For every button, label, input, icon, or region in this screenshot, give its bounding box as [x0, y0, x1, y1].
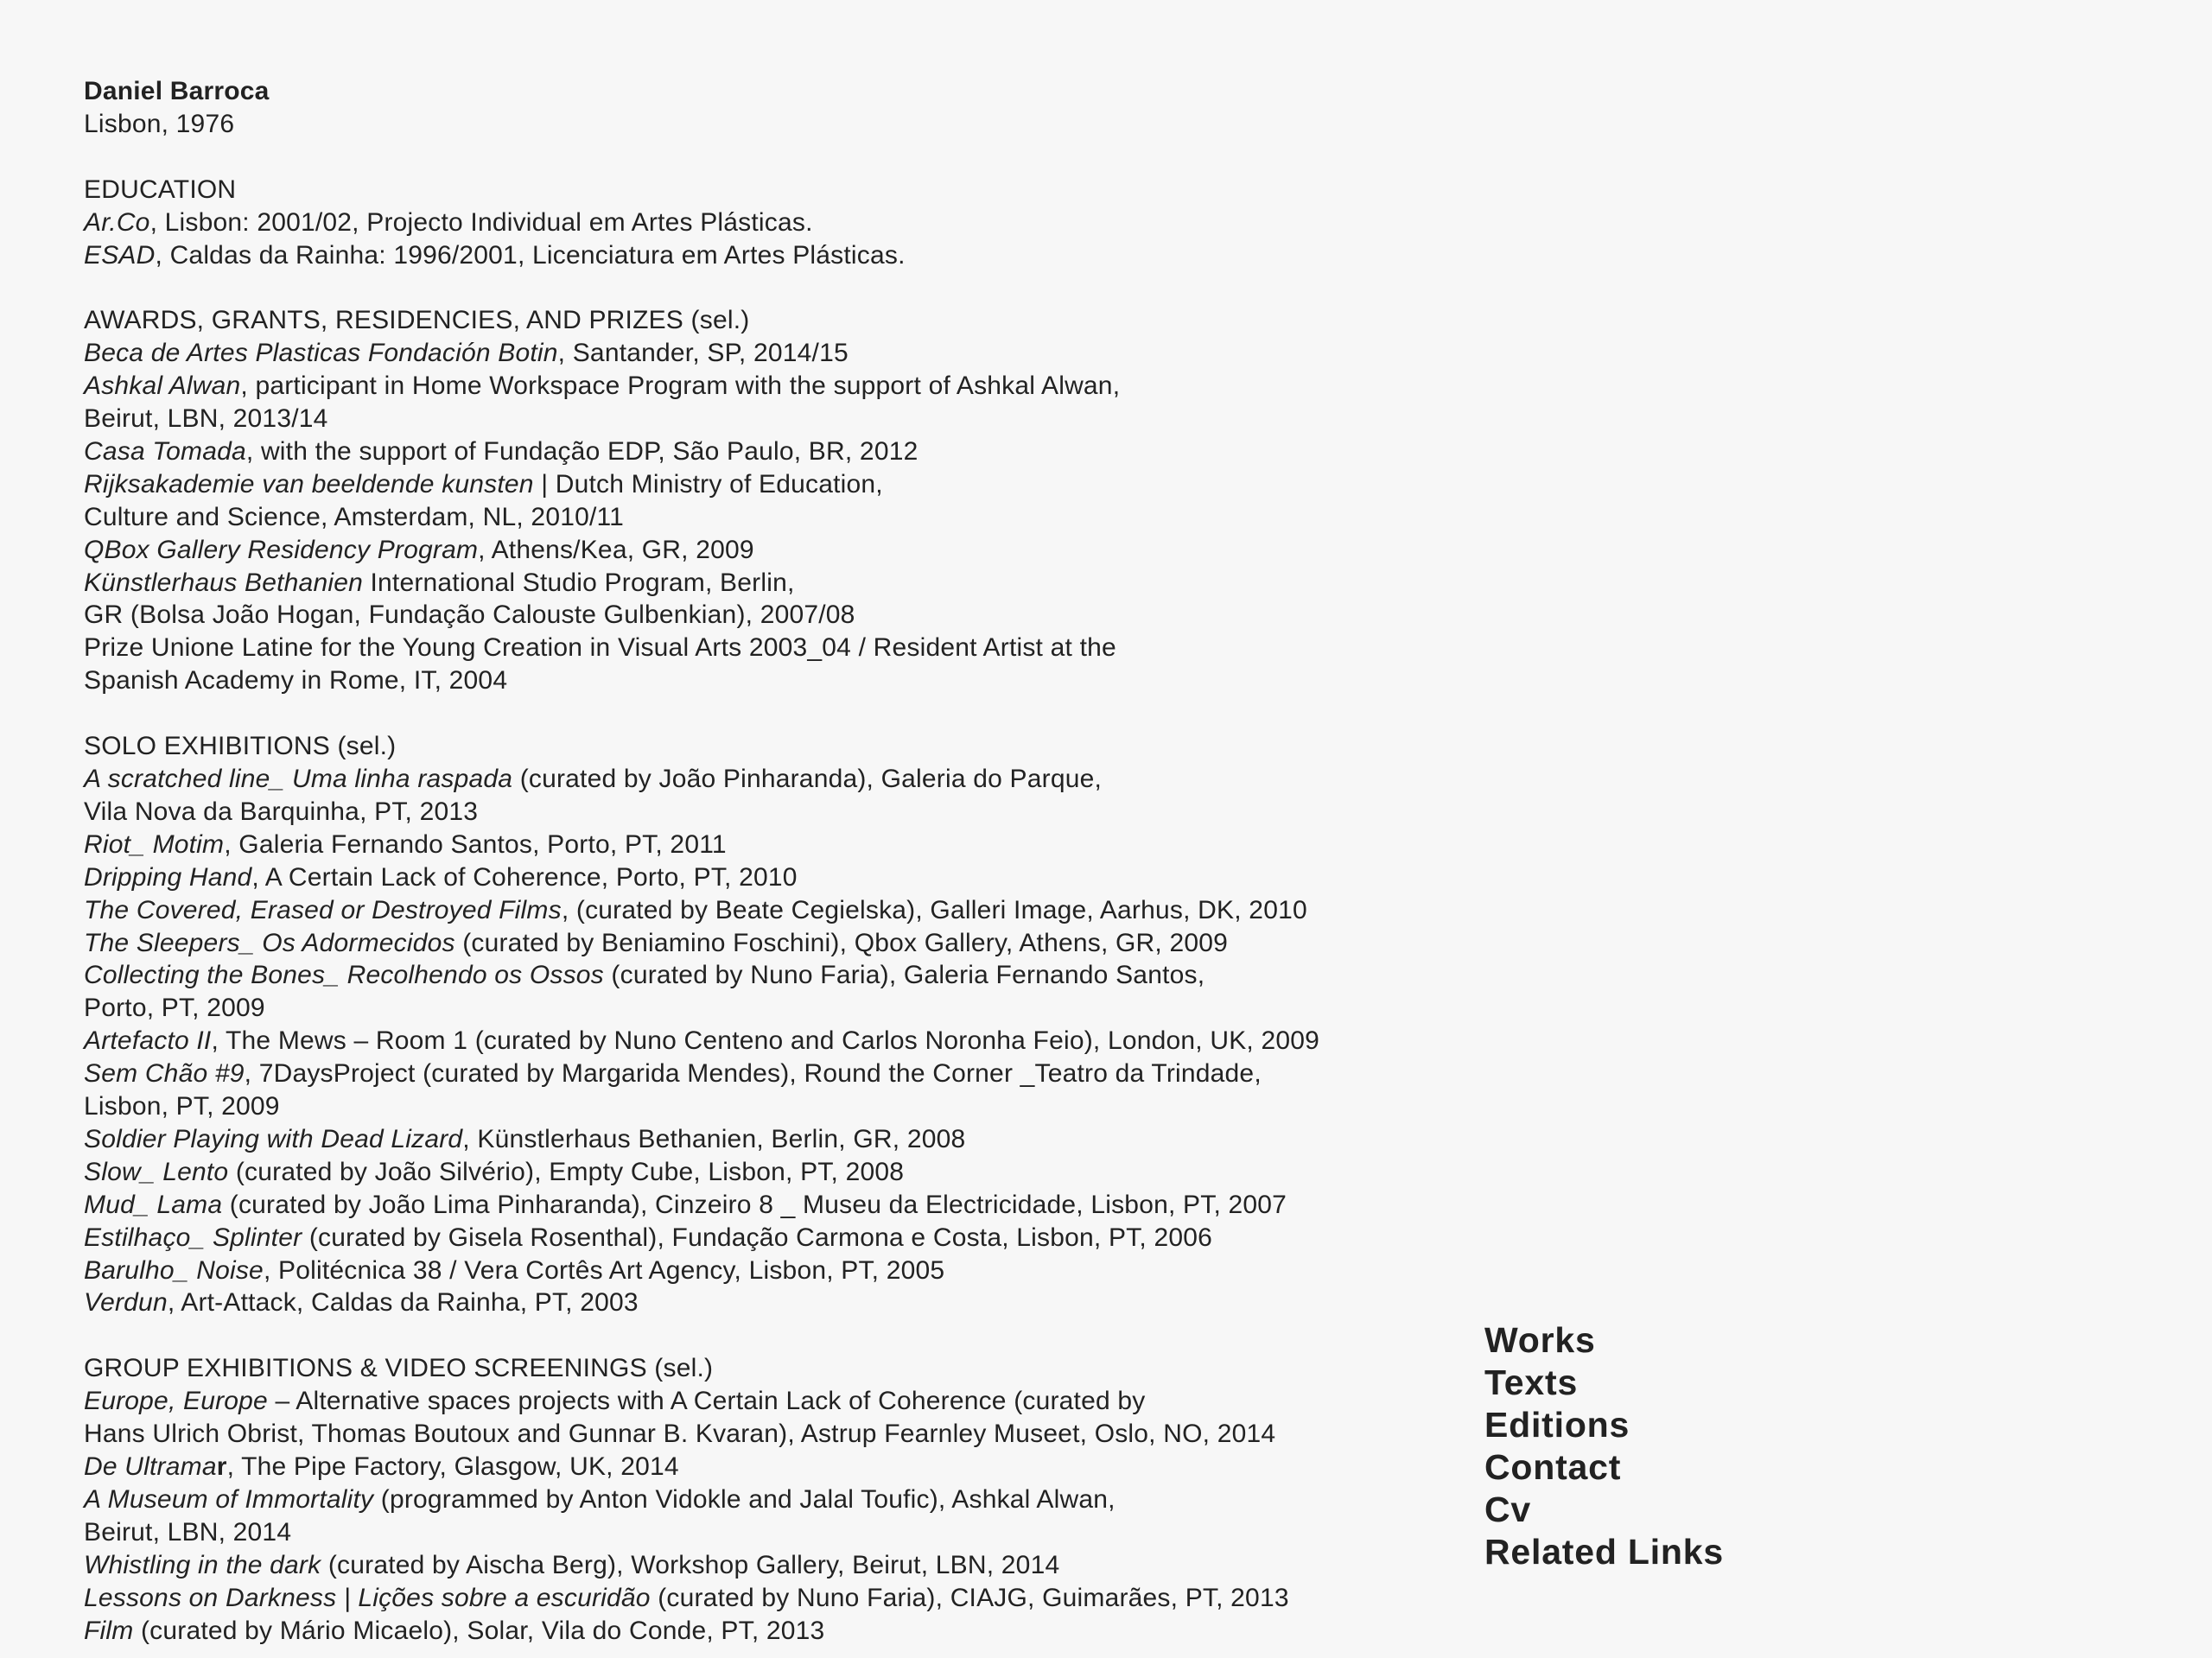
cv-entry-line [84, 1516, 1432, 1549]
cv-entry-line [84, 1451, 1432, 1483]
entry-detail: , Künstlerhaus Bethanien, Berlin, GR, 2008 [462, 1124, 966, 1153]
entry-title: Lessons on Darkness | Lições sobre a escuridão [84, 1583, 651, 1612]
cv-entry-line [84, 501, 1432, 534]
entry-detail: (programmed by Anton Vidokle and Jalal Toufic), Ashkal Alwan, [373, 1484, 1116, 1514]
cv-entry-line [84, 1582, 1432, 1615]
entry-detail: – Alternative spaces projects with A Certain Lack of Coherence (curated by [267, 1387, 1146, 1416]
entry-detail: , Santander, SP, 2014/15 [557, 339, 849, 368]
section-heading: GROUP EXHIBITIONS & VIDEO SCREENINGS (sel.) [84, 1354, 714, 1383]
nav-link-related-links[interactable]: Related Links [1484, 1532, 1724, 1572]
entry-title: Barulho_ Noise [84, 1255, 264, 1285]
entry-title: ESAD [84, 240, 156, 270]
entry-title: Mud_ Lama [84, 1190, 223, 1219]
cv-entry-line [84, 992, 1432, 1025]
cv-entry-line [84, 861, 1432, 894]
cv-entry-line [84, 1222, 1432, 1255]
entry-detail: (curated by João Lima Pinharanda), Cinzeiro 8 _ Museu da Electricidade, Lisbon, PT, 2007 [222, 1190, 1287, 1219]
entry-detail: Beirut, LBN, 2013/14 [84, 404, 328, 434]
entry-detail: Prize Unione Latine for the Young Creation in Visual Arts 2003_04 / Resident Artist at the [84, 633, 1116, 663]
entry-detail: , (curated by Beate Cegielska), Galleri Image, Aarhus, DK, 2010 [561, 895, 1307, 924]
entry-detail: Spanish Academy in Rome, IT, 2004 [84, 666, 508, 696]
cv-entry-line [84, 927, 1432, 960]
cv-entry-line [84, 664, 1432, 697]
cv-entry-line [84, 796, 1432, 829]
cv-entry-line [84, 1418, 1432, 1451]
entry-detail: (curated by Aischa Berg), Workshop Gallery, Beirut, LBN, 2014 [321, 1550, 1060, 1579]
entry-detail: , 7DaysProject (curated by Margarida Mendes), Round the Corner _Teatro da Trindade, [244, 1059, 1262, 1089]
entry-detail: Culture and Science, Amsterdam, NL, 2010/11 [84, 502, 625, 531]
cv-entry-line [84, 1025, 1432, 1058]
entry-detail: (curated by João Pinharanda), Galeria do Parque, [512, 764, 1103, 793]
entry-title: Europe, Europe [84, 1387, 268, 1416]
entry-title: A scratched line_ Uma linha raspada [84, 764, 513, 793]
cv-entry-line [84, 468, 1432, 501]
site-navigation [1484, 1319, 1724, 1573]
cv-entry-line [84, 829, 1432, 861]
cv-entry-line [84, 959, 1432, 992]
cv-entry-line [84, 534, 1432, 567]
nav-link-contact[interactable]: Contact [1484, 1447, 1622, 1487]
entry-detail: (curated by Nuno Faria), CIAJG, Guimarães, PT, 2013 [650, 1583, 1289, 1612]
entry-detail: , Lisbon: 2001/02, Projecto Individual em Artes Plásticas. [149, 207, 813, 237]
cv-entry-line [84, 1189, 1432, 1222]
entry-title: Ashkal Alwan [84, 372, 241, 401]
entry-detail: (curated by Mário Micaelo), Solar, Vila do Conde, PT, 2013 [133, 1616, 825, 1645]
cv-entry-line [84, 1286, 1432, 1319]
nav-link-texts[interactable]: Texts [1484, 1363, 1579, 1402]
cv-content [84, 75, 1432, 1647]
entry-detail: Porto, PT, 2009 [84, 994, 265, 1023]
entry-detail: Hans Ulrich Obrist, Thomas Boutoux and Gunnar B. Kvaran), Astrup Fearnley Museet, Oslo, NO, 2014 [84, 1420, 1276, 1449]
section-lines [84, 763, 1432, 1319]
entry-detail: , Politécnica 38 / Vera Cortês Art Agency, Lisbon, PT, 2005 [263, 1255, 945, 1285]
cv-entry-line [84, 632, 1432, 664]
cv-entry-line [84, 1058, 1432, 1090]
artist-name: Daniel Barroca [84, 77, 270, 105]
entry-title: Whistling in the dark [84, 1550, 321, 1579]
section-solo-exhibitions [84, 730, 1432, 1319]
entry-detail: , Caldas da Rainha: 1996/2001, Licenciatura em Artes Plásticas. [155, 240, 906, 270]
entry-title: Casa Tomada [84, 436, 246, 466]
section-heading: SOLO EXHIBITIONS (sel.) [84, 732, 397, 761]
entry-detail: , Galeria Fernando Santos, Porto, PT, 2011 [224, 829, 727, 859]
entry-detail: GR (Bolsa João Hogan, Fundação Calouste Gulbenkian), 2007/08 [84, 600, 855, 630]
cv-entry-line [84, 599, 1432, 632]
entry-title: Dripping Hand [84, 862, 252, 892]
entry-detail: , The Mews – Room 1 (curated by Nuno Centeno and Carlos Noronha Feio), London, UK, 2009 [211, 1026, 1320, 1056]
artist-origin: Lisbon, 1976 [84, 109, 235, 138]
cv-entry-line [84, 567, 1432, 600]
entry-title: Künstlerhaus Bethanien [84, 568, 363, 597]
section-heading: AWARDS, GRANTS, RESIDENCIES, AND PRIZES (sel.) [84, 306, 750, 335]
entry-title: Film [84, 1616, 134, 1645]
entry-title: Collecting the Bones_ Recolhendo os Ossos [84, 961, 604, 990]
nav-link-editions[interactable]: Editions [1484, 1405, 1630, 1445]
entry-detail: | Dutch Ministry of Education, [533, 469, 883, 499]
entry-title: Beca de Artes Plasticas Fondación Botin [84, 339, 558, 368]
entry-detail: Lisbon, PT, 2009 [84, 1092, 280, 1121]
cv-entry-line [84, 1090, 1432, 1123]
section-lines [84, 206, 1432, 272]
entry-detail: , A Certain Lack of Coherence, Porto, PT, 2010 [251, 862, 798, 892]
section-lines [84, 1385, 1432, 1647]
cv-entry-line [84, 239, 1432, 272]
entry-title: Verdun [84, 1288, 168, 1318]
entry-title: Artefacto II [84, 1026, 212, 1056]
nav-link-works[interactable]: Works [1484, 1320, 1596, 1360]
section-group-exhibitions [84, 1352, 1432, 1647]
section-awards [84, 304, 1432, 697]
entry-title: A Museum of Immortality [84, 1484, 374, 1514]
cv-entry-line [84, 1483, 1432, 1516]
entry-detail: , with the support of Fundação EDP, São Paulo, BR, 2012 [245, 436, 918, 466]
entry-title: Sem Chão #9 [84, 1059, 245, 1089]
cv-entry-line [84, 1156, 1432, 1189]
entry-detail: , Art-Attack, Caldas da Rainha, PT, 2003 [167, 1288, 639, 1318]
entry-detail: (curated by Gisela Rosenthal), Fundação Carmona e Costa, Lisbon, PT, 2006 [302, 1223, 1212, 1252]
entry-title: Rijksakademie van beeldende kunsten [84, 469, 534, 499]
section-education [84, 174, 1432, 272]
cv-entry-line [84, 1385, 1432, 1418]
cv-entry-line [84, 1549, 1432, 1582]
cv-entry-line [84, 894, 1432, 927]
entry-detail: (curated by Beniamino Foschini), Qbox Gallery, Athens, GR, 2009 [454, 928, 1229, 957]
entry-detail: (curated by João Silvério), Empty Cube, Lisbon, PT, 2008 [228, 1157, 905, 1186]
section-heading: EDUCATION [84, 175, 237, 204]
entry-title: De Ultrama [84, 1452, 217, 1481]
cv-entry-line [84, 1123, 1432, 1156]
entry-detail: r [216, 1452, 227, 1481]
entry-detail: International Studio Program, Berlin, [362, 568, 795, 597]
entry-detail: , The Pipe Factory, Glasgow, UK, 2014 [226, 1452, 679, 1481]
entry-detail: Vila Nova da Barquinha, PT, 2013 [84, 797, 479, 826]
entry-detail: , participant in Home Workspace Program with the support of Ashkal Alwan, [240, 372, 1121, 401]
cv-entry-line [84, 1615, 1432, 1648]
cv-entry-line [84, 337, 1432, 370]
entry-title: Riot_ Motim [84, 829, 225, 859]
entry-title: Slow_ Lento [84, 1157, 229, 1186]
entry-title: The Covered, Erased or Destroyed Films [84, 895, 562, 924]
entry-title: Ar.Co [84, 207, 150, 237]
cv-entry-line [84, 763, 1432, 796]
section-lines [84, 337, 1432, 697]
entry-detail: , Athens/Kea, GR, 2009 [478, 535, 754, 564]
entry-title: Soldier Playing with Dead Lizard [84, 1124, 463, 1153]
cv-entry-line [84, 1255, 1432, 1287]
cv-entry-line [84, 403, 1432, 435]
cv-entry-line [84, 370, 1432, 403]
entry-title: QBox Gallery Residency Program [84, 535, 479, 564]
cv-entry-line [84, 206, 1432, 239]
nav-link-cv[interactable]: Cv [1484, 1490, 1532, 1529]
entry-detail: Beirut, LBN, 2014 [84, 1517, 292, 1547]
cv-entry-line [84, 435, 1432, 468]
entry-detail: (curated by Nuno Faria), Galeria Fernando Santos, [603, 961, 1205, 990]
entry-title: The Sleepers_ Os Adormecidos [84, 928, 455, 957]
entry-title: Estilhaço_ Splinter [84, 1223, 302, 1252]
